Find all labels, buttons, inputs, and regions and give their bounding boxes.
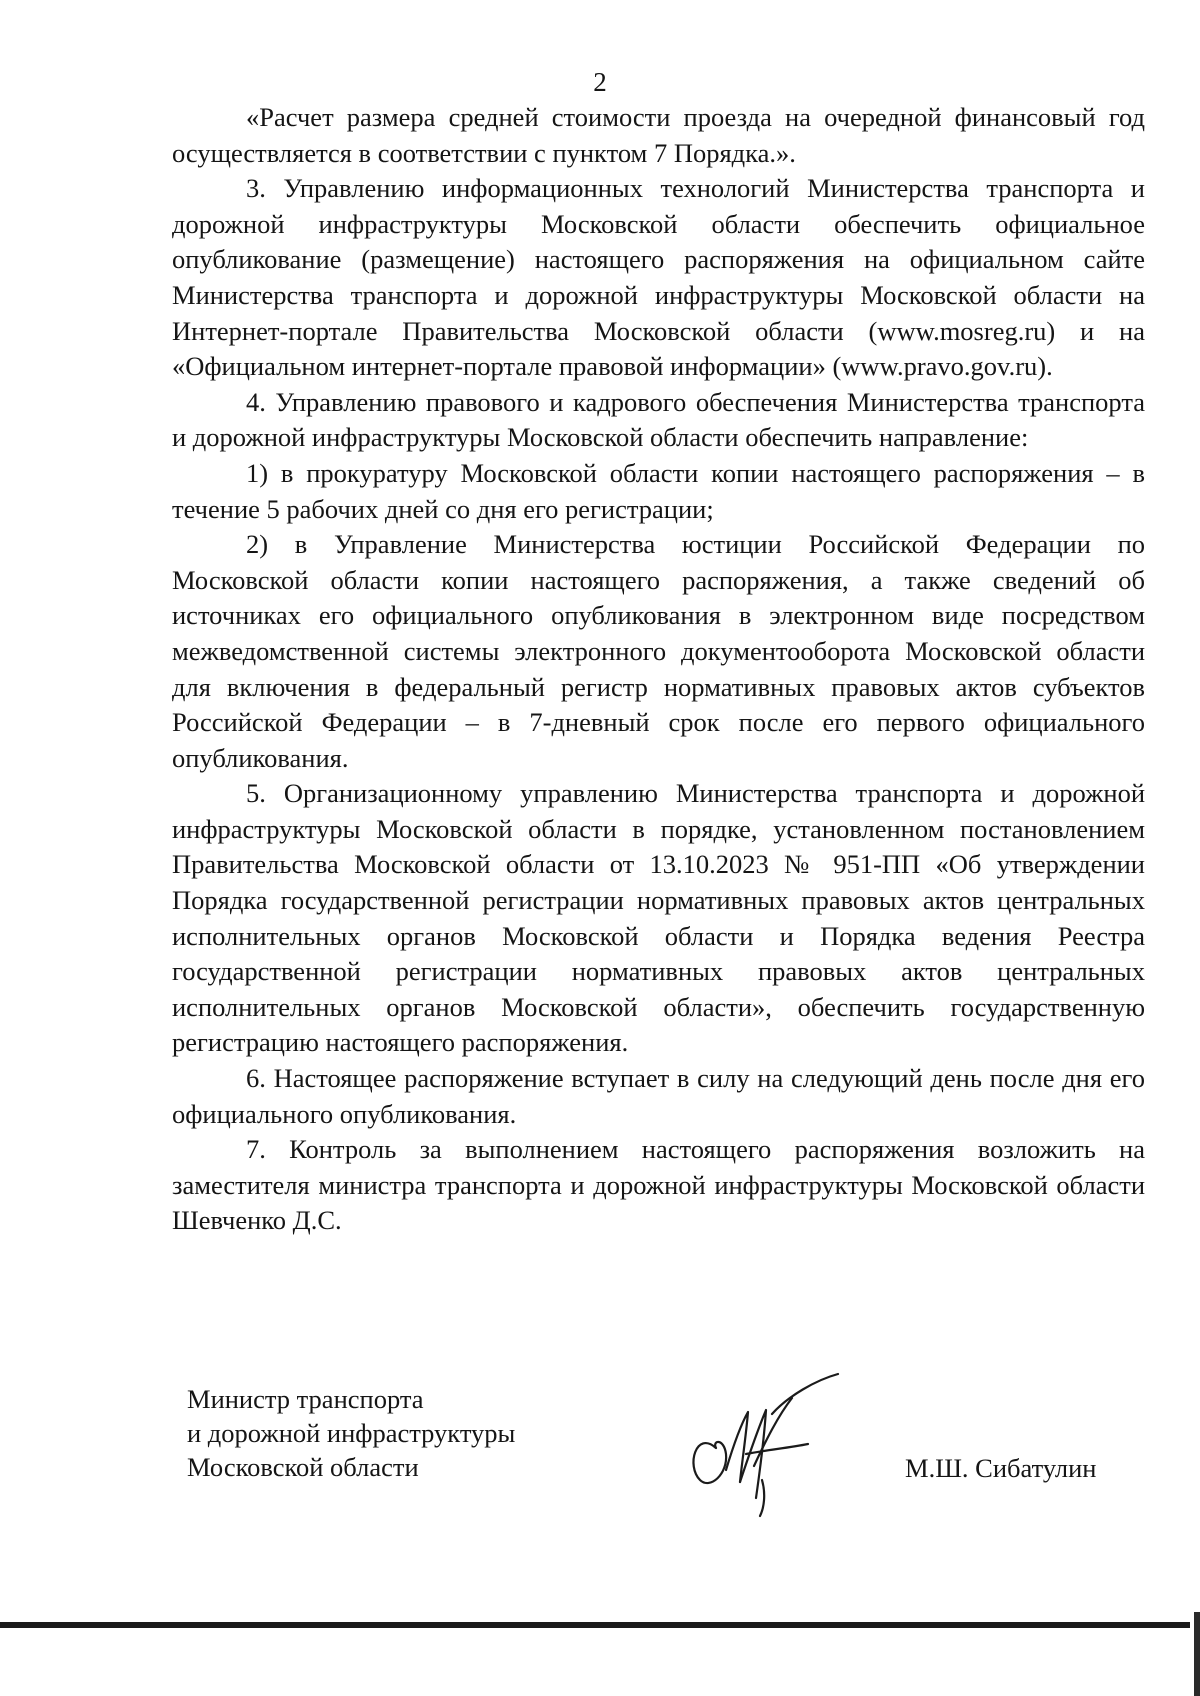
signatory-position-line: и дорожной инфраструктуры — [187, 1418, 516, 1448]
signatory-position — [187, 1382, 515, 1484]
signatory-position-line: Московской области — [187, 1452, 419, 1482]
signatory-position-line: Министр транспорта — [187, 1384, 424, 1414]
paragraph-item-4: 4. Управлению правового и кадрового обеспечения Министерства транспорта и дорожной инфраструктуры Московской области обеспечить направление: — [172, 386, 1145, 453]
page-number: 2 — [593, 67, 607, 97]
paragraph-subitem-1: 1) в прокуратуру Московской области копии настоящего распоряжения – в течение 5 рабочих дней со дня его регистрации; — [172, 457, 1145, 524]
paragraph-subitem-2: 2) в Управление Министерства юстиции Российской Федерации по Московской области копии настоящего распоряжения, а также сведений об источниках его официального опубликования в электронном виде посредством межведомственной системы электронного документооборота Московской области для включения в федеральный регистр нормативных правовых актов субъектов Российской Федерации – в 7-дневный срок после его первого официального опубликования. — [172, 529, 1145, 773]
handwritten-signature — [676, 1370, 846, 1520]
paragraph-item-3: 3. Управлению информационных технологий Министерства транспорта и дорожной инфраструктуры Московской области обеспечить официальное опубликование (размещение) настоящего распоряжения на официальном сайте Министерства транспорта и дорожной инфраструктуры Московской области на Интернет-портале Правительства Московской области (www.mosreg.ru) и на «Официальном интернет-портале правовой информации» (www.pravo.gov.ru). — [172, 173, 1145, 382]
paragraph-item-5: 5. Организационному управлению Министерства транспорта и дорожной инфраструктуры Московской области в порядке, установленном постановлением Правительства Московской области от 13.10.2023 № 951-ПП «Об утверждении Порядка государственной регистрации нормативных правовых актов центральных исполнительных органов Московской области и Порядка ведения Реестра государственной регистрации нормативных правовых актов центральных исполнительных органов Московской области», обеспечить государственную регистрацию настоящего распоряжения. — [172, 778, 1145, 1058]
document-body — [172, 100, 1145, 1239]
paragraph-item-7: 7. Контроль за выполнением настоящего распоряжения возложить на заместителя министра транспорта и дорожной инфраструктуры Московской области Шевченко Д.С. — [172, 1134, 1145, 1236]
signer-name: М.Ш. Сибатулин — [905, 1453, 1097, 1483]
scan-edge-shadow — [1194, 1612, 1200, 1696]
scan-edge-shadow — [0, 1622, 1190, 1628]
paragraph-quote-closing: «Расчет размера средней стоимости проезда на очередной финансовый год осуществляется в соответствии с пунктом 7 Порядка.». — [172, 102, 1145, 168]
paragraph-item-6: 6. Настоящее распоряжение вступает в силу на следующий день после дня его официального опубликования. — [172, 1063, 1145, 1129]
